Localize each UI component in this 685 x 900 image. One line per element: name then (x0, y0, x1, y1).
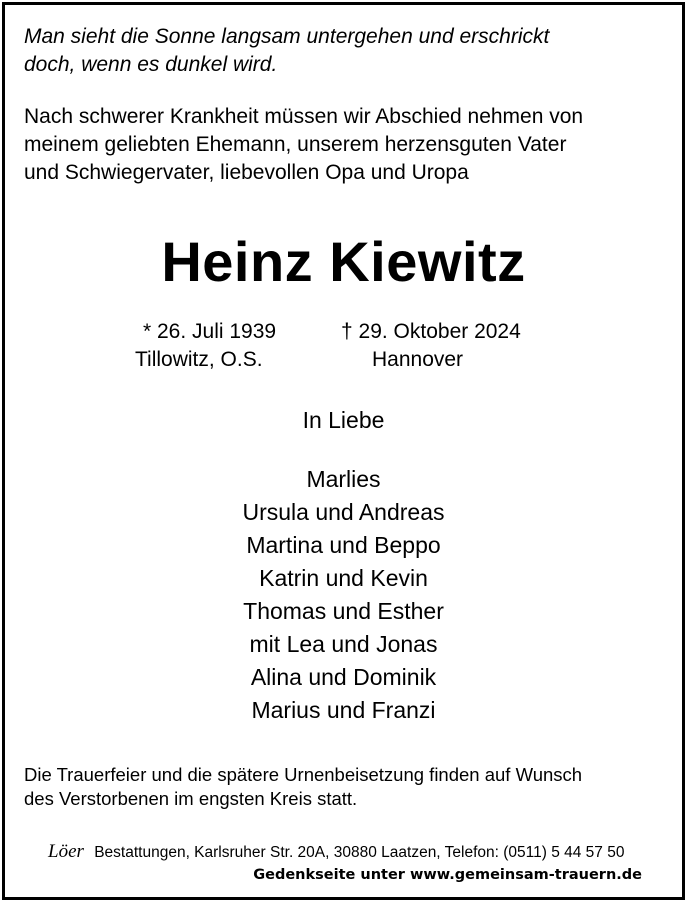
intro-text (24, 103, 583, 187)
mourner-item: Marlies (306, 466, 381, 492)
memorial-page-link[interactable]: Gedenkseite unter www.gemeinsam-trauern.de (253, 867, 642, 883)
intro-line: und Schwiegervater, liebevollen Opa und Uropa (24, 161, 469, 184)
death-place: Hannover (372, 348, 464, 371)
funeral-note-line: des Verstorbenen im engsten Kreis statt. (24, 788, 358, 809)
mourner-item: Katrin und Kevin (259, 565, 428, 591)
death-date: † 29. Oktober 2024 (341, 320, 521, 343)
mourner-item: Martina und Beppo (246, 532, 441, 558)
mourners-list (5, 463, 682, 727)
obituary-notice (2, 2, 685, 900)
funeral-note-line: Die Trauerfeier und die spätere Urnenbeisetzung finden auf Wunsch (24, 764, 583, 785)
mourner-item: mit Lea und Jonas (249, 631, 438, 657)
intro-line: Nach schwerer Krankheit müssen wir Abschied nehmen von (24, 105, 584, 128)
mourner-item: Thomas und Esther (243, 598, 444, 624)
mourner-item: Ursula und Andreas (242, 499, 445, 525)
undertaker-logo: Löer (48, 841, 84, 862)
funeral-note (24, 763, 582, 811)
undertaker-address: Bestattungen, Karlsruher Str. 20A, 30880 Laatzen, Telefon: (0511) 5 44 57 50 (94, 844, 625, 861)
mourner-item: Alina und Dominik (250, 664, 437, 690)
motto-quote (24, 23, 549, 79)
in-love-heading: In Liebe (302, 407, 385, 433)
motto-line: doch, wenn es dunkel wird. (24, 53, 278, 76)
motto-line: Man sieht die Sonne langsam untergehen und erschrickt (24, 25, 550, 48)
deceased-name: Heinz Kiewitz (161, 230, 526, 293)
birth-place: Tillowitz, O.S. (135, 348, 263, 371)
mourner-item: Marius und Franzi (251, 697, 436, 723)
intro-line: meinem geliebten Ehemann, unserem herzensguten Vater (24, 133, 567, 156)
undertaker-info (48, 841, 624, 863)
birth-date: * 26. Juli 1939 (143, 320, 277, 343)
